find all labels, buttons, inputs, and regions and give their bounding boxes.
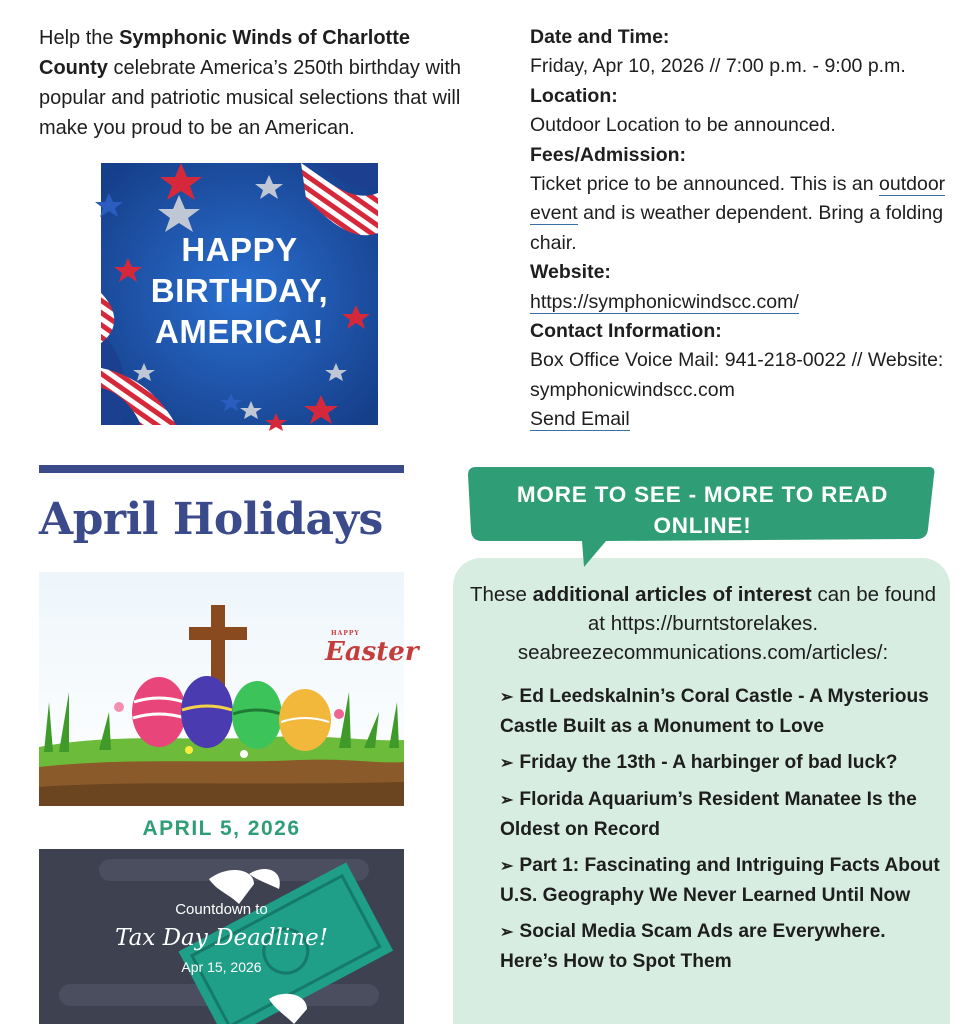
arrow-bullet-icon: ➢ — [500, 858, 514, 875]
easter-date: APRIL 5, 2026 — [142, 817, 301, 840]
arrow-bullet-icon: ➢ — [500, 755, 514, 772]
intro-suffix: celebrate America’s 250th birthday with popular and patriotic musical selections that will make you proud to be an American. — [39, 57, 462, 139]
birthday-line-1: HAPPY — [181, 231, 298, 268]
website-label: Website: — [530, 261, 611, 284]
date-label: Date and Time: — [530, 26, 670, 48]
banner-text: MORE TO SEE - MORE TO READ ONLINE! — [516, 482, 889, 538]
article-item[interactable] — [500, 748, 940, 778]
article-title[interactable]: Ed Leedskalnin’s Coral Castle - A Mysterious Castle Built as a Monument to Love — [500, 686, 929, 737]
fees-text-after: and is weather dependent. Bring a folding chair. — [530, 202, 944, 254]
birthday-heading — [101, 229, 378, 352]
arrow-bullet-icon: ➢ — [500, 689, 514, 706]
article-item[interactable] — [500, 851, 940, 910]
contact-label: Contact Information: — [530, 320, 722, 343]
tax-date: Apr 15, 2026 — [181, 959, 262, 975]
birthday-line-3: AMERICA! — [155, 313, 324, 350]
more-intro-bold: additional articles of interest — [532, 583, 812, 606]
more-intro-after: can be found at https://burntstorelakes. seabreezecommunications.com/articles/: — [517, 583, 936, 664]
article-item[interactable] — [500, 917, 940, 976]
section-divider — [39, 465, 404, 473]
location-label: Location: — [530, 84, 618, 107]
more-intro-before: These — [469, 583, 533, 606]
fees-text-before: Ticket price to be announced. This is an — [530, 173, 880, 196]
outdoor-event-link[interactable]: outdoor event — [530, 173, 946, 225]
more-to-read-banner — [466, 463, 939, 573]
article-list — [500, 682, 940, 983]
event-intro — [39, 23, 479, 143]
article-title[interactable]: Part 1: Fascinating and Intriguing Facts About U.S. Geography We Never Learned Until Now — [500, 855, 940, 906]
date-value: Friday, Apr 10, 2026 // 7:00 p.m. - 9:00 p.m. — [530, 55, 906, 78]
org-name: Symphonic Winds of Charlotte County — [39, 27, 410, 79]
birthday-line-2: BIRTHDAY, — [150, 272, 329, 309]
tax-deadline-heading: Tax Day Deadline! — [115, 925, 328, 951]
tax-day-image — [39, 849, 404, 1024]
birthday-america-image — [101, 163, 378, 425]
holidays-title: April Holidays — [39, 494, 383, 545]
easter-caption — [325, 630, 419, 667]
easter-eggs-illustration — [39, 572, 404, 806]
location-value: Outdoor Location to be announced. — [530, 114, 836, 137]
article-item[interactable] — [500, 682, 940, 741]
article-title[interactable]: Social Media Scam Ads are Everywhere. Here’s How to Spot Them — [500, 921, 886, 972]
easter-image — [39, 572, 419, 806]
article-title[interactable]: Friday the 13th - A harbinger of bad luck? — [519, 752, 898, 773]
intro-prefix: Help the — [39, 27, 120, 49]
fees-value — [530, 170, 970, 258]
more-intro — [463, 580, 943, 667]
easter-caption-small: HAPPY — [331, 630, 360, 637]
easter-caption-big: Easter — [325, 637, 419, 667]
send-email-link[interactable]: Send Email — [530, 408, 630, 431]
article-title[interactable]: Florida Aquarium’s Resident Manatee Is the Oldest on Record — [500, 789, 917, 840]
event-details — [530, 23, 970, 435]
tax-countdown-label: Countdown to — [175, 901, 268, 918]
contact-value: Box Office Voice Mail: 941-218-0022 // Website: symphonicwindscc.com — [530, 349, 944, 401]
arrow-bullet-icon: ➢ — [500, 792, 514, 809]
fees-label: Fees/Admission: — [530, 143, 687, 166]
article-item[interactable] — [500, 785, 940, 844]
website-link[interactable]: https://symphonicwindscc.com/ — [530, 290, 799, 313]
arrow-bullet-icon: ➢ — [500, 924, 514, 941]
